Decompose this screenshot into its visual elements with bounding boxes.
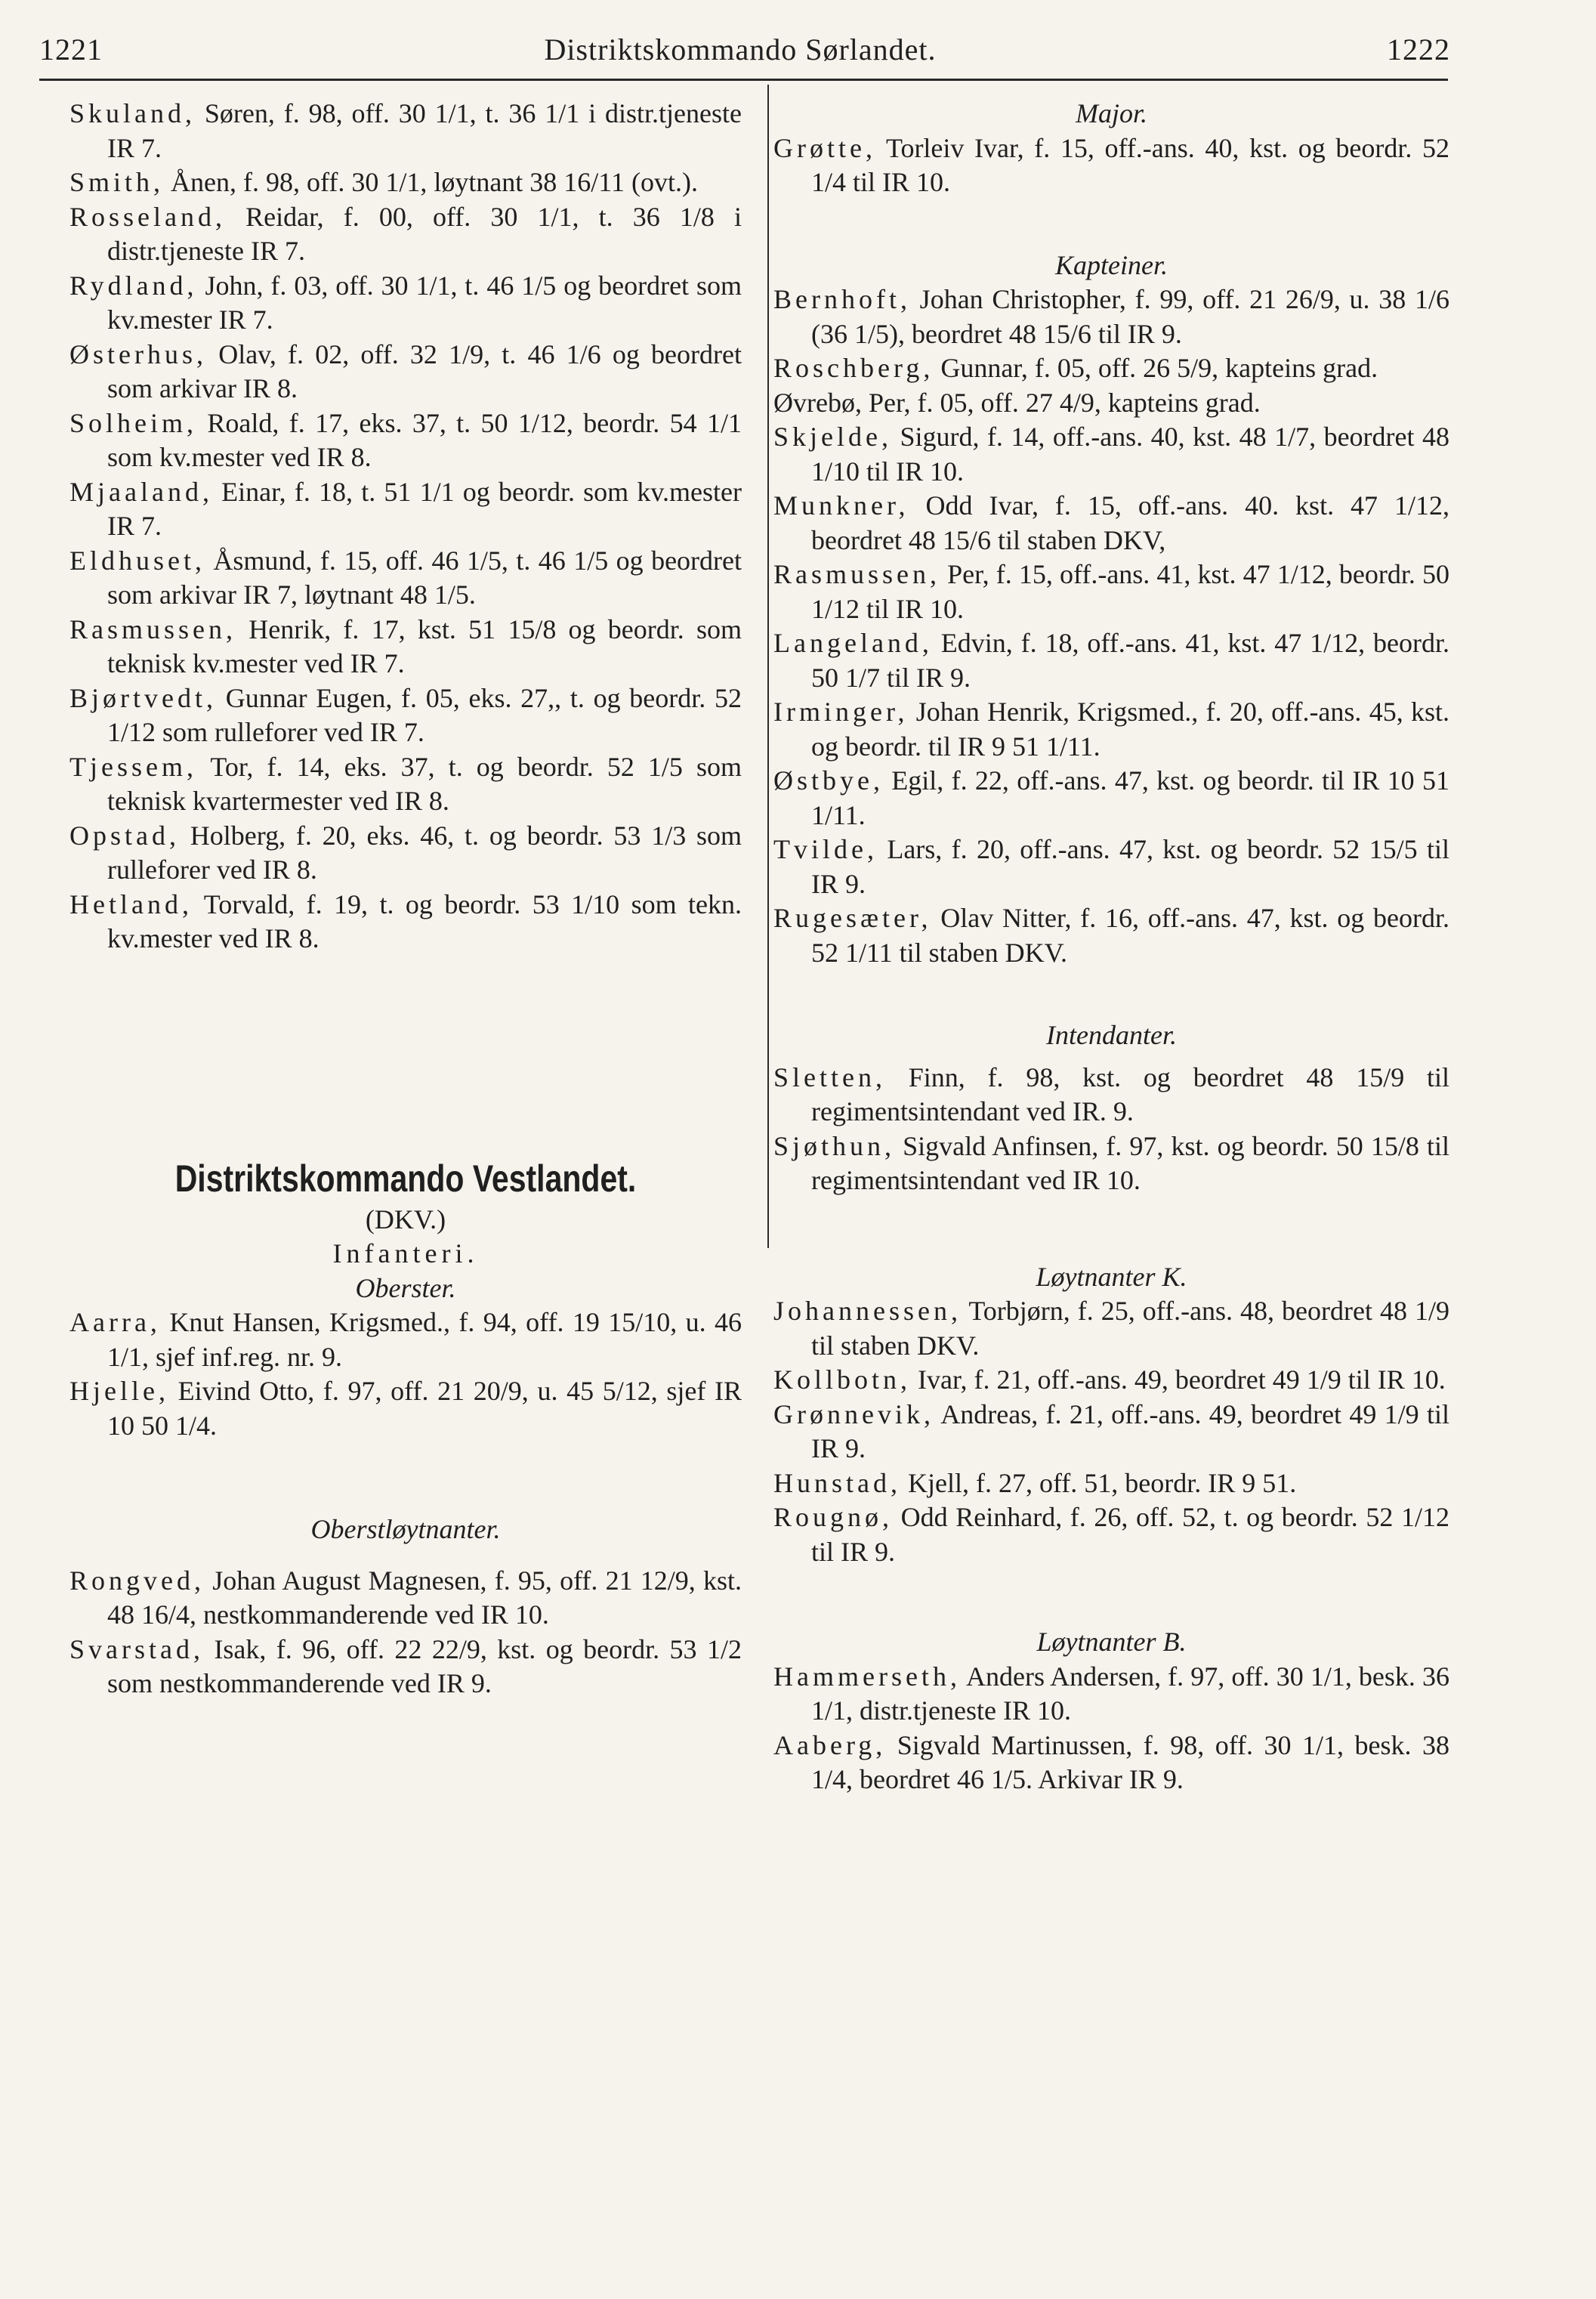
entry [773,764,1449,833]
entry [69,750,742,819]
entry-name: Hunstad, [773,1467,901,1498]
entry [69,819,742,888]
column-divider [767,85,769,1248]
running-title: Distriktskommando Sørlandet. [544,32,937,66]
entry-text: Kjell, f. 27, off. 51, beordr. IR 9 51. [901,1467,1297,1498]
entry [773,558,1449,626]
entry-text: Odd Reinhard, f. 26, off. 52, t. og beordr. 52 1/12 til IR 9. [811,1502,1449,1567]
page-number-right: 1222 [1387,32,1450,66]
entry [69,888,742,956]
entry-name: Johannessen, [773,1296,962,1326]
entry-name: Roschberg, [773,353,934,383]
entry-text: Reidar, f. 00, off. 30 1/1, t. 36 1/8 i distr.tjeneste IR 7. [107,201,742,266]
entry-text: Torbjørn, f. 25, off.-ans. 48, beordret 48 1/9 til staben DKV. [811,1296,1449,1361]
entry-name: Solheim, [69,407,198,438]
entry [69,269,742,338]
entry-name: Skuland, [69,98,196,128]
entry-name: Rosseland, [69,201,226,232]
rank-heading-lt-k: Løytnanter K. [1036,1261,1187,1292]
entry-name: Rasmussen, [69,613,236,644]
entry [69,406,742,475]
entry-text: Tor, f. 14, eks. 37, t. og beordr. 52 1/5 som teknisk kvartermester ved IR 8. [107,751,742,816]
entry-name: Grønnevik, [773,1398,934,1429]
entry [69,1564,742,1633]
entry-name: Østbye, [773,765,884,796]
entry-text: Johan Henrik, Krigsmed., f. 20, off.-ans. 45, kst. og beordr. til IR 9 51 1/11. [811,697,1449,762]
entry [773,626,1449,695]
entry-name: Øvrebø, [773,387,862,418]
entry-name: Sletten, [773,1061,886,1092]
entry-text: Per, f. 15, off.-ans. 41, kst. 47 1/12, beordr. 50 1/12 til IR 10. [811,559,1449,624]
entry-name: Tvilde, [773,834,878,864]
entry-name: Smith, [69,167,165,197]
section-title-vestlandet: Distriktskommando Vestlandet. [174,1157,637,1200]
spacer [69,956,742,1154]
left-column [69,97,742,1701]
entry-text: Olav, f. 02, off. 32 1/9, t. 46 1/6 og beordret som arkivar IR 8. [107,338,742,403]
entry-text: Finn, f. 98, kst. og beordret 48 15/9 til regimentsintendant ved IR. 9. [811,1061,1449,1126]
entry [69,1633,742,1701]
entry-text: Gunnar Eugen, f. 05, eks. 27,, t. og beordr. 52 1/12 som rulleforer ved IR 7. [107,682,742,747]
entry [773,1466,1449,1501]
entry [773,351,1449,386]
entry-name: Langeland, [773,628,933,658]
entry [69,200,742,269]
spacer [69,1547,742,1564]
entry-name: Bernhoft, [773,284,911,314]
entry [773,1363,1449,1398]
entry-name: Svarstad, [69,1633,204,1664]
entry-name: Mjaaland, [69,476,213,507]
spacer [773,1053,1449,1061]
entry [69,338,742,406]
entry [69,544,742,613]
entry [773,420,1449,489]
entry [69,165,742,200]
rank-heading-major: Major. [1075,98,1147,128]
entry-text: Lars, f. 20, off.-ans. 47, kst. og beordr. 52 15/5 til IR 9. [811,834,1449,899]
entry-text: Åsmund, f. 15, off. 46 1/5, t. 46 1/5 og beordret som arkivar IR 7, løytnant 48 1/5. [107,545,742,610]
entry [773,1294,1449,1363]
entry-text: Odd Ivar, f. 15, off.-ans. 40. kst. 47 1/12, beordret 48 15/6 til staben DKV, [811,490,1449,555]
entry-name: Munkner, [773,490,909,521]
entry-text: Andreas, f. 21, off.-ans. 49, beordret 49 1/9 til IR 9. [811,1398,1449,1463]
entry-name: Sjøthun, [773,1130,896,1161]
entry-name: Østerhus, [69,338,207,369]
rank-heading-lt-b: Løytnanter B. [1036,1627,1187,1657]
entry-text: Torvald, f. 19, t. og beordr. 53 1/10 som tekn. kv.mester ved IR 8. [107,888,742,953]
entry [773,1660,1449,1729]
entry [773,1500,1449,1569]
entry [773,1129,1449,1198]
entry [773,901,1449,970]
entry [773,1398,1449,1466]
header-rule [39,79,1448,81]
entry-text: Sigurd, f. 14, off.-ans. 40, kst. 48 1/7, beordret 48 1/10 til IR 10. [811,422,1449,487]
entry-text: John, f. 03, off. 30 1/1, t. 46 1/5 og beordret som kv.mester IR 7. [107,270,742,335]
entry-name: Irminger, [773,697,909,727]
spacer [773,1198,1449,1260]
page-number-left: 1221 [39,32,103,66]
entry-name: Grøtte, [773,132,876,163]
entry [773,131,1449,200]
right-column [773,97,1449,1797]
entry [773,695,1449,764]
entry-text: Edvin, f. 18, off.-ans. 41, kst. 47 1/12, beordr. 50 1/7 til IR 9. [811,628,1449,693]
entry-name: Hammerseth, [773,1661,961,1692]
entry-text: Holberg, f. 20, eks. 46, t. og beordr. 53 1/3 som rulleforer ved IR 8. [107,820,742,885]
entry-name: Rongved, [69,1565,205,1596]
entry-text: Olav Nitter, f. 16, off.-ans. 47, kst. og beordr. 52 1/11 til staben DKV. [811,903,1449,968]
entry-name: Rugesæter, [773,903,932,933]
entry-text: Henrik, f. 17, kst. 51 15/8 og beordr. som teknisk kv.mester ved IR 7. [107,613,742,678]
rank-heading-kapteiner: Kapteiner. [1055,249,1168,280]
entry-name: Rydland, [69,270,198,301]
entry [69,681,742,750]
entry-name: Aaberg, [773,1729,887,1760]
entry [773,283,1449,351]
spacer [69,1443,742,1513]
entry-text: Egil, f. 22, off.-ans. 47, kst. og beordr. til IR 10 51 1/11. [811,765,1449,830]
entry-name: Opstad, [69,820,180,851]
rank-heading-oberster: Oberster. [355,1272,456,1303]
branch-label: Infanteri. [332,1238,479,1268]
entry-name: Eldhuset, [69,545,205,576]
page-header [30,18,1450,79]
entry-text: Knut Hansen, Krigsmed., f. 94, off. 19 15/10, u. 46 1/1, sjef inf.reg. nr. 9. [107,1307,742,1372]
entry-text: Roald, f. 17, eks. 37, t. 50 1/12, beordr. 54 1/1 som kv.mester ved IR 8. [107,407,742,472]
entry-text: Per, f. 05, off. 27 4/9, kapteins grad. [861,387,1261,418]
entry-text: Johan August Magnesen, f. 95, off. 21 12/9, kst. 48 16/4, nestkommanderende ved IR 10. [107,1565,742,1630]
spacer [773,200,1449,249]
entry [773,1729,1449,1797]
entry-text: Torleiv Ivar, f. 15, off.-ans. 40, kst. og beordr. 52 1/4 til IR 10. [811,132,1449,197]
entry-text: Søren, f. 98, off. 30 1/1, t. 36 1/1 i distr.tjeneste IR 7. [107,98,742,163]
spacer [773,1569,1449,1625]
entry-text: Einar, f. 18, t. 51 1/1 og beordr. som kv.mester IR 7. [107,476,742,541]
entry [69,97,742,165]
entry [773,386,1449,421]
entry [69,1306,742,1374]
entry [773,489,1449,558]
rank-heading-oberstlt: Oberstløytnanter. [310,1514,501,1544]
entry [69,475,742,544]
entry-name: Hetland, [69,888,193,919]
entry-name: Kollbotn, [773,1364,912,1395]
entry-text: Eivind Otto, f. 97, off. 21 20/9, u. 45 5/12, sjef IR 10 50 1/4. [107,1376,742,1441]
rank-heading-intendanter: Intendanter. [1046,1020,1177,1050]
section-abbr: (DKV.) [365,1204,446,1234]
entry [69,613,742,681]
entry-text: Anders Andersen, f. 97, off. 30 1/1, besk. 36 1/1, distr.tjeneste IR 10. [811,1661,1449,1726]
entry-name: Tjessem, [69,751,197,782]
entry-text: Isak, f. 96, off. 22 22/9, kst. og beordr. 53 1/2 som nestkommanderende ved IR 9. [107,1633,742,1698]
entry-name: Rougnø, [773,1502,894,1532]
entry-text: Sigvald Martinussen, f. 98, off. 30 1/1, besk. 38 1/4, beordret 46 1/5. Arkivar IR 9. [811,1729,1449,1794]
entry-name: Bjørtvedt, [69,682,217,713]
entry-text: Gunnar, f. 05, off. 26 5/9, kapteins grad. [934,353,1378,383]
spacer [773,970,1449,1018]
entry [69,1374,742,1443]
entry-name: Hjelle, [69,1376,169,1406]
entry-name: Aarra, [69,1307,161,1337]
entry-text: Ånen, f. 98, off. 30 1/1, løytnant 38 16/11 (ovt.). [164,167,698,197]
entry [773,833,1449,901]
entry-name: Skjelde, [773,422,892,452]
entry-name: Rasmussen, [773,559,940,589]
entry-text: Sigvald Anfinsen, f. 97, kst. og beordr. 50 15/8 til regimentsintendant ved IR 10. [811,1130,1449,1195]
entry-text: Johan Christopher, f. 99, off. 21 26/9, u. 38 1/6 (36 1/5), beordret 48 15/6 til IR 9. [811,284,1449,349]
entry-text: Ivar, f. 21, off.-ans. 49, beordret 49 1/9 til IR 10. [911,1364,1446,1395]
entry [773,1061,1449,1129]
